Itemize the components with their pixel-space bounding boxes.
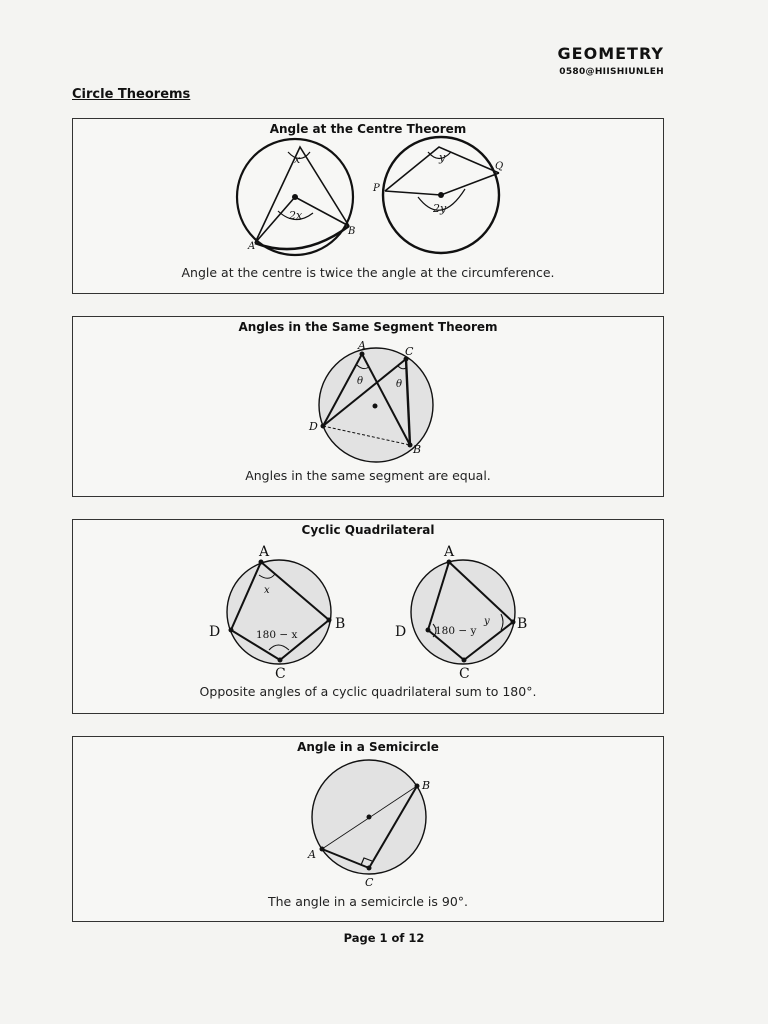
label-d2: D [395, 624, 407, 640]
header-subtitle: 0580@HIISHIUNLEH [559, 67, 664, 77]
centre-theorem-box [72, 118, 664, 294]
section-title: Circle Theorems [72, 87, 191, 102]
label-q: Q [495, 161, 504, 172]
centre-theorem-title: Angle at the Centre Theorem [269, 122, 467, 136]
label-a1: A [259, 544, 270, 560]
label-x: x [264, 585, 270, 596]
label-b2: B [517, 616, 528, 632]
label-a: A [308, 848, 316, 861]
label-a: A [358, 339, 366, 352]
label-c2: C [459, 666, 470, 682]
label-theta-a: θ [357, 376, 364, 387]
label-d1: D [209, 624, 221, 640]
label-a: A [248, 241, 256, 252]
page-number: Page 1 of 12 [343, 931, 425, 945]
cyclic-quad-box [72, 519, 664, 714]
label-b1: B [335, 616, 346, 632]
semicircle-box [72, 736, 664, 922]
label-b: B [348, 226, 356, 237]
label-180-y: 180 − y [435, 625, 477, 637]
segment-theorem-title: Angles in the Same Segment Theorem [238, 320, 498, 334]
label-theta-c: θ [396, 379, 403, 390]
label-180-x: 180 − x [256, 629, 298, 641]
header-title: GEOMETRY [557, 44, 664, 63]
label-b: B [422, 779, 431, 792]
label-d: D [309, 420, 318, 433]
label-2y: 2y [433, 202, 447, 215]
label-c: C [365, 876, 374, 889]
label-x: x [294, 153, 301, 166]
label-y: y [439, 151, 446, 164]
semicircle-caption: The angle in a semicircle is 90°. [267, 894, 469, 909]
segment-theorem-box [72, 316, 664, 497]
centre-theorem-caption: Angle at the centre is twice the angle at the circumference. [181, 265, 555, 280]
label-2x: 2x [289, 209, 303, 222]
label-a2: A [444, 544, 455, 560]
label-y: y [484, 616, 490, 627]
cyclic-quad-caption: Opposite angles of a cyclic quadrilateral sum to 180°. [199, 684, 537, 699]
semicircle-title: Angle in a Semicircle [297, 740, 439, 754]
label-c1: C [275, 666, 286, 682]
segment-theorem-caption: Angles in the same segment are equal. [245, 468, 491, 483]
label-b: B [413, 443, 422, 456]
label-p: P [373, 183, 380, 194]
label-c: C [405, 345, 414, 358]
cyclic-quad-title: Cyclic Quadrilateral [301, 523, 435, 537]
